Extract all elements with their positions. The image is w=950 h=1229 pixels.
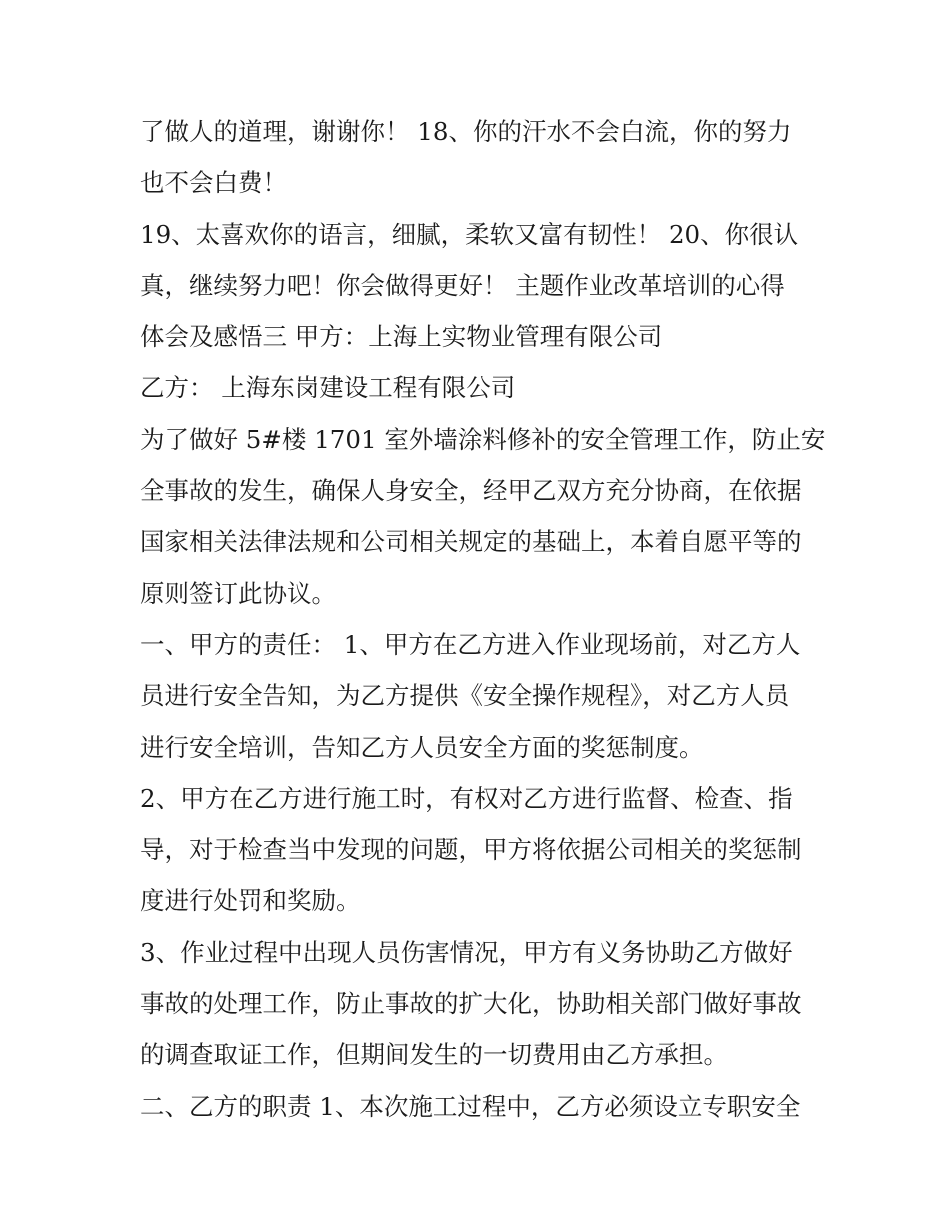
text-line-7: 为了做好 5#楼 1701 室外墙涂料修补的安全管理工作，防止安 — [140, 424, 826, 454]
document-body — [140, 106, 826, 1132]
text-line-4: 真，继续努力吧！你会做得更好！ 主题作业改革培训的心得 — [140, 270, 785, 300]
text-line-17: 3、作业过程中出现人员伤害情况，甲方有义务协助乙方做好 — [140, 937, 793, 967]
text-line-12: 员进行安全告知，为乙方提供《安全操作规程》，对乙方人员 — [140, 681, 790, 711]
text-line-10: 原则签订此协议。 — [140, 578, 336, 608]
text-line-2: 也不会白费！ — [140, 168, 287, 198]
text-line-18: 事故的处理工作，防止事故的扩大化，协助相关部门做好事故 — [140, 989, 802, 1019]
text-line-8: 全事故的发生，确保人身安全，经甲乙双方充分协商，在依据 — [140, 476, 802, 506]
text-line-14: 2、甲方在乙方进行施工时，有权对乙方进行监督、检查、指 — [140, 783, 793, 813]
text-line-1: 了做人的道理，谢谢你！ 18、你的汗水不会白流，你的努力 — [140, 117, 792, 146]
text-line-13: 进行安全培训，告知乙方人员安全方面的奖惩制度。 — [140, 732, 704, 762]
text-line-11: 一、甲方的责任： 1、甲方在乙方进入作业现场前，对乙方人 — [140, 629, 801, 659]
text-line-15: 导，对于检查当中发现的问题，甲方将依据公司相关的奖惩制 — [140, 835, 802, 865]
text-line-9: 国家相关法律法规和公司相关规定的基础上，本着自愿平等的 — [140, 527, 802, 557]
text-line-19: 的调查取证工作，但期间发生的一切费用由乙方承担。 — [140, 1040, 728, 1070]
text-line-5: 体会及感悟三 甲方：上海上实物业管理有限公司 — [140, 322, 663, 352]
text-line-16: 度进行处罚和奖励。 — [140, 886, 361, 916]
text-line-20: 二、乙方的职责 1、本次施工过程中，乙方必须设立专职安全 — [140, 1091, 801, 1121]
text-line-6: 乙方： 上海东岗建设工程有限公司 — [140, 373, 516, 403]
text-line-3: 19、太喜欢你的语言，细腻，柔软又富有韧性！ 20、你很认 — [140, 219, 799, 249]
